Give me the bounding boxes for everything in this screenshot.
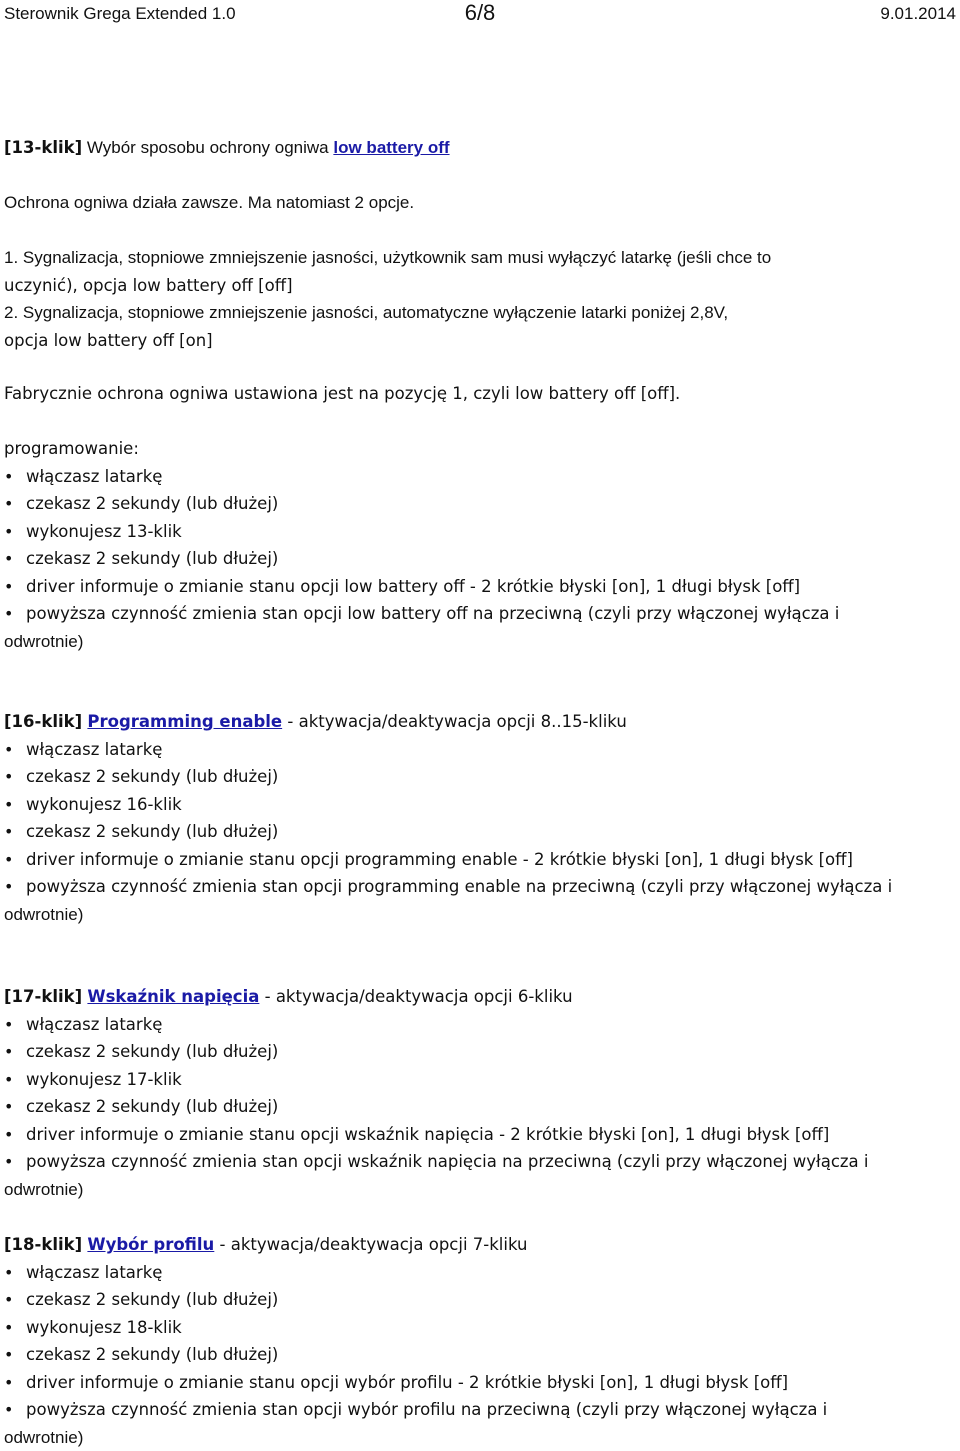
section-heading-text: Wybór sposobu ochrony ogniwa [82,138,333,157]
section-heading-text: - aktywacja/deaktywacja opcji 6-kliku [259,987,572,1006]
list-item: • powyższa czynność zmienia stan opcji wybór profilu na przeciwną (czyli przy włączonej wyłącza i [4,1396,954,1424]
list-item: • powyższa czynność zmienia stan opcji programming enable na przeciwną (czyli przy włączonej wyłącza i [4,873,954,901]
section-tag: [13-klik] [4,138,82,157]
list-item: • czekasz 2 sekundy (lub dłużej) [4,818,954,846]
list-tail: odwrotnie) [4,1176,954,1204]
voltage-indicator-link[interactable]: Wskaźnik napięcia [87,987,259,1006]
list-item: • włączasz latarkę [4,1011,954,1039]
option-1-line-2: uczynić), opcja low battery off [off] [4,272,954,300]
list-item: • czekasz 2 sekundy (lub dłużej) [4,1038,954,1066]
document-title: Sterownik Grega Extended 1.0 [4,4,236,24]
section-13-programming [4,435,954,655]
list-item: • powyższa czynność zmienia stan opcji wskaźnik napięcia na przeciwną (czyli przy włączonej wyłącza i [4,1148,954,1176]
list-item: • czekasz 2 sekundy (lub dłużej) [4,490,954,518]
programming-steps [4,1259,954,1424]
section-17 [4,983,954,1203]
list-item: • wykonujesz 13-klik [4,518,954,546]
list-tail: odwrotnie) [4,901,954,929]
list-item: • wykonujesz 17-klik [4,1066,954,1094]
option-1-line-1: 1. Sygnalizacja, stopniowe zmniejszenie jasności, użytkownik sam musi wyłączyć latarkę (jeśli chce to [4,244,954,272]
programming-enable-link[interactable]: Programming enable [87,712,282,731]
list-item: • czekasz 2 sekundy (lub dłużej) [4,1286,954,1314]
section-18 [4,1231,954,1451]
list-item: • powyższa czynność zmienia stan opcji low battery off na przeciwną (czyli przy włączonej wyłącza i [4,600,954,628]
list-item: • driver informuje o zmianie stanu opcji programming enable - 2 krótkie błyski [on], 1 długi błysk [off] [4,846,954,874]
page-number: 6/8 [465,0,496,26]
programming-steps [4,736,954,901]
list-item: • czekasz 2 sekundy (lub dłużej) [4,1093,954,1121]
document-date: 9.01.2014 [880,4,956,24]
programming-steps [4,463,954,628]
section-heading-text: - aktywacja/deaktywacja opcji 8..15-kliku [282,712,627,731]
programming-label: programowanie: [4,435,954,463]
section-16 [4,708,954,928]
programming-steps [4,1011,954,1176]
page-header [4,2,956,28]
list-item: • wykonujesz 18-klik [4,1314,954,1342]
section-heading-text: - aktywacja/deaktywacja opcji 7-kliku [214,1235,527,1254]
list-item: • włączasz latarkę [4,736,954,764]
profile-selection-link[interactable]: Wybór profilu [87,1235,214,1254]
section-tag: [17-klik] [4,987,82,1006]
list-item: • czekasz 2 sekundy (lub dłużej) [4,1341,954,1369]
list-item: • włączasz latarkę [4,1259,954,1287]
list-item: • włączasz latarkę [4,463,954,491]
list-item: • czekasz 2 sekundy (lub dłużej) [4,545,954,573]
section-13-default-note: Fabrycznie ochrona ogniwa ustawiona jest na pozycję 1, czyli low battery off [off]. [4,380,954,408]
option-2-line-2: opcja low battery off [on] [4,327,954,355]
section-13-options [4,244,954,354]
list-item: • driver informuje o zmianie stanu opcji wskaźnik napięcia - 2 krótkie błyski [on], 1 długi błysk [off] [4,1121,954,1149]
low-battery-off-link[interactable]: low battery off [333,138,449,157]
list-item: • wykonujesz 16-klik [4,791,954,819]
section-tag: [16-klik] [4,712,82,731]
list-item: • czekasz 2 sekundy (lub dłużej) [4,763,954,791]
option-2-line-1: 2. Sygnalizacja, stopniowe zmniejszenie jasności, automatyczne wyłączenie latarki poniżej 2,8V, [4,299,954,327]
section-13-intro: Ochrona ogniwa działa zawsze. Ma natomiast 2 opcje. [4,189,954,217]
list-tail: odwrotnie) [4,1424,954,1451]
list-item: • driver informuje o zmianie stanu opcji low battery off - 2 krótkie błyski [on], 1 długi błysk [off] [4,573,954,601]
section-tag: [18-klik] [4,1235,82,1254]
list-item: • driver informuje o zmianie stanu opcji wybór profilu - 2 krótkie błyski [on], 1 długi błysk [off] [4,1369,954,1397]
list-tail: odwrotnie) [4,628,954,656]
section-13-heading [4,134,954,162]
